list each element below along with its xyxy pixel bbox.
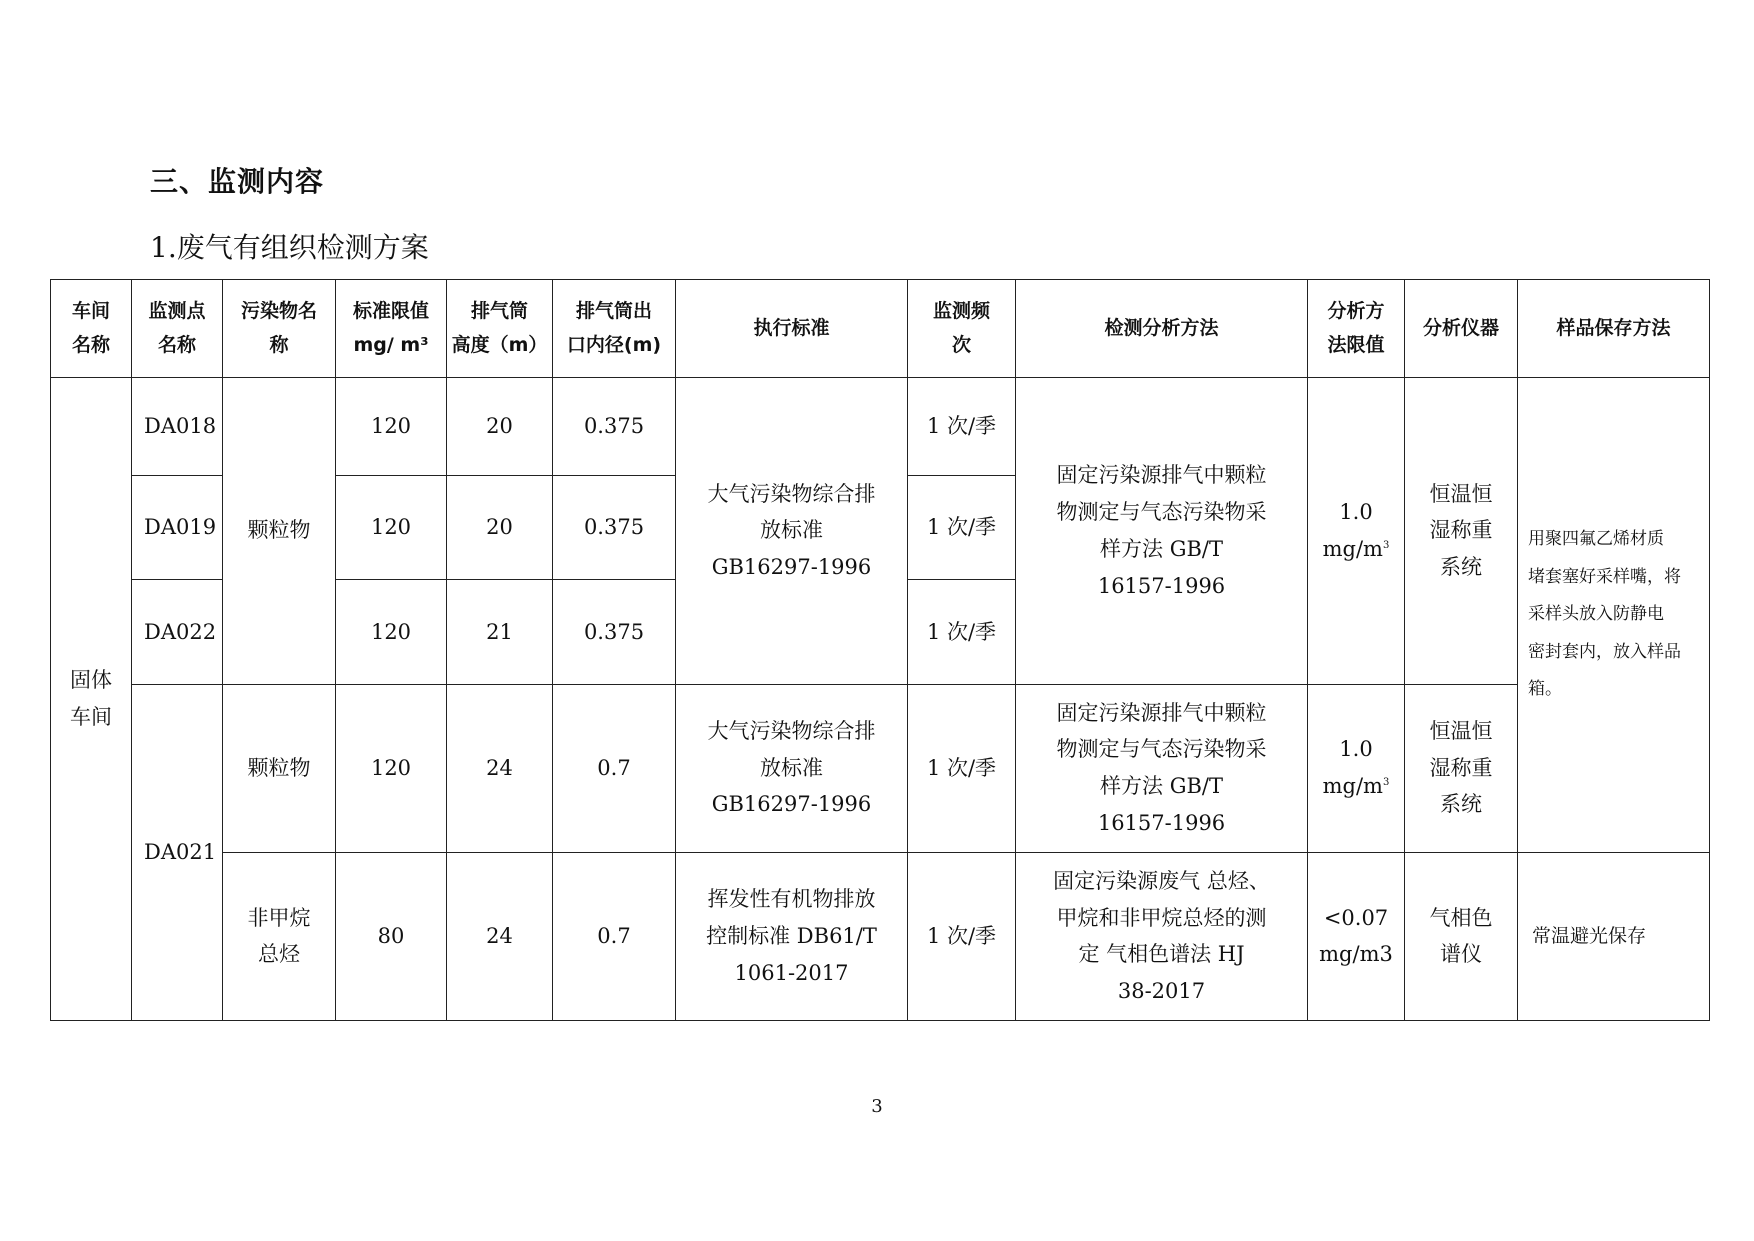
diameter-cell: 0.375 [553, 476, 676, 580]
header-frequency: 监测频 次 [908, 280, 1016, 378]
height-cell: 21 [447, 580, 553, 684]
height-cell: 20 [447, 476, 553, 580]
diameter-cell: 0.7 [553, 684, 676, 852]
frequency-cell: 1 次/季 [908, 684, 1016, 852]
point-cell: DA021 [132, 684, 223, 1021]
limit-cell: 120 [336, 476, 447, 580]
instrument-cell: 气相色 谱仪 [1405, 852, 1518, 1020]
limit-cell: 80 [336, 852, 447, 1020]
instrument-cell: 恒温恒 湿称重 系统 [1405, 684, 1518, 852]
header-instrument: 分析仪器 [1405, 280, 1518, 378]
header-workshop-name: 车间 名称 [51, 280, 132, 378]
instrument-cell: 恒温恒 湿称重 系统 [1405, 378, 1518, 684]
method-cell: 固定污染源排气中颗粒 物测定与气态污染物采 样方法 GB/T 16157-1996 [1016, 684, 1308, 852]
header-row [51, 280, 1710, 378]
diameter-cell: 0.7 [553, 852, 676, 1020]
method-cell: 固定污染源排气中颗粒 物测定与气态污染物采 样方法 GB/T 16157-1996 [1016, 378, 1308, 684]
pollutant-cell: 颗粒物 [223, 378, 336, 684]
method-cell: 固定污染源废气 总烃、 甲烷和非甲烷总烃的测 定 气相色谱法 HJ 38-2017 [1016, 852, 1308, 1020]
height-cell: 24 [447, 684, 553, 852]
workshop-cell: 固体 车间 [51, 378, 132, 1021]
header-pollutant: 污染物名 称 [223, 280, 336, 378]
frequency-cell: 1 次/季 [908, 378, 1016, 476]
table-row [51, 378, 1710, 476]
storage-cell: 用聚四氟乙烯材质 堵套塞好采样嘴，将 采样头放入防静电 密封套内，放入样品 箱。 [1518, 378, 1710, 853]
frequency-cell: 1 次/季 [908, 476, 1016, 580]
limit-cell: 120 [336, 580, 447, 684]
standard-cell: 大气污染物综合排 放标准 GB16297-1996 [676, 378, 908, 684]
header-point-name: 监测点 名称 [132, 280, 223, 378]
diameter-cell: 0.375 [553, 580, 676, 684]
limit-cell: 120 [336, 684, 447, 852]
header-limit: 标准限值 mg/ m³ [336, 280, 447, 378]
method-limit-cell: 1.0 $mg/m^3$ [1308, 684, 1405, 852]
height-cell: 24 [447, 852, 553, 1020]
pollutant-cell: 颗粒物 [223, 684, 336, 852]
header-storage: 样品保存方法 [1518, 280, 1710, 378]
frequency-cell: 1 次/季 [908, 852, 1016, 1020]
point-cell: DA022 [132, 580, 223, 684]
storage-cell: 常温避光保存 [1518, 852, 1710, 1020]
table-row [51, 852, 1710, 1020]
method-limit-cell: 1.0 $mg/m^3$ [1308, 378, 1405, 684]
table-row [51, 684, 1710, 852]
diameter-cell: 0.375 [553, 378, 676, 476]
monitoring-table [50, 279, 1710, 1021]
header-method: 检测分析方法 [1016, 280, 1308, 378]
method-limit-cell: <0.07 mg/m3 [1308, 852, 1405, 1020]
standard-cell: 大气污染物综合排 放标准 GB16297-1996 [676, 684, 908, 852]
pollutant-cell: 非甲烷 总烃 [223, 852, 336, 1020]
height-cell: 20 [447, 378, 553, 476]
point-cell: DA018 [132, 378, 223, 476]
limit-cell: 120 [336, 378, 447, 476]
frequency-cell: 1 次/季 [908, 580, 1016, 684]
header-stack-height: 排气筒 高度（m） [447, 280, 553, 378]
standard-cell: 挥发性有机物排放 控制标准 DB61/T 1061-2017 [676, 852, 908, 1020]
point-cell: DA019 [132, 476, 223, 580]
sub-title: 1.废气有组织检测方案 [150, 231, 429, 264]
header-standard: 执行标准 [676, 280, 908, 378]
page-number: 3 [871, 1096, 883, 1117]
section-title: 三、监测内容 [150, 165, 325, 198]
header-method-limit: 分析方 法限值 [1308, 280, 1405, 378]
header-stack-diameter: 排气筒出 口内径(m) [553, 280, 676, 378]
